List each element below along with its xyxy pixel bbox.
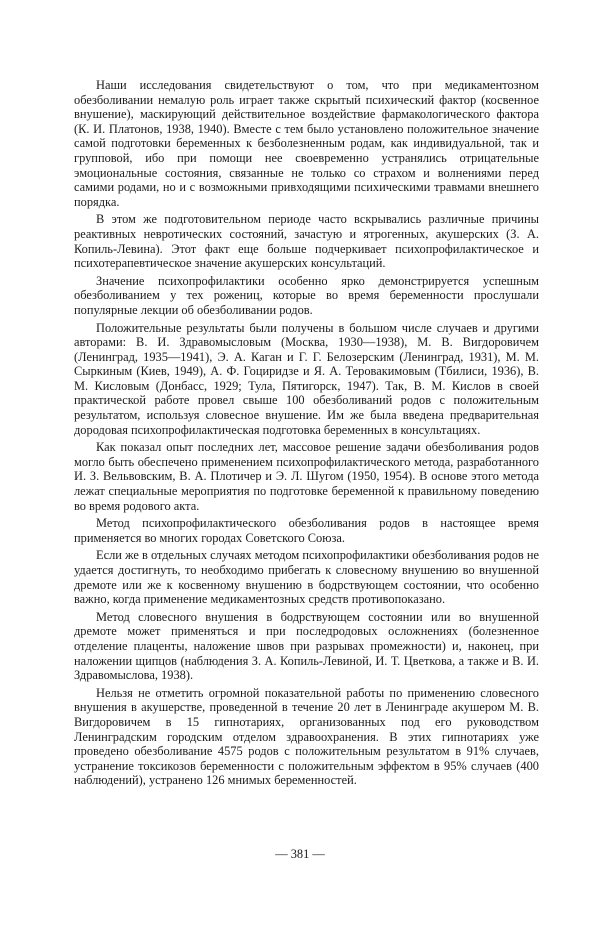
page-body	[74, 78, 539, 791]
paragraph: Как показал опыт последних лет, массовое решение задачи обезболивания родов могло быть обеспечено применением психопрофилактического метода, разработанного И. З. Вельвовским, В. А. Плотичер и Э. Л. Шугом (1950, 1954). В основе этого метода лежат специальные мероприятия по подготовке беременной к правильному поведению во время родового акта.	[74, 440, 539, 513]
paragraph: Нельзя не отметить огромной показательной работы по применению словесного внушения в акушерстве, проведенной в течение 20 лет в Ленинграде акушером М. В. Вигдоровичем в 15 гипнотариях, организованных под его руководством Ленинградским городским отделом здравоохранения. В этих гипнотариях уже проведено обезболивание 4575 родов с положительным результатом в 91% случаев, устранение токсикозов беременности с положительным эффектом в 95% случаев (400 наблюдений), устранено 126 мнимых беременностей.	[74, 685, 539, 788]
paragraph: В этом же подготовительном периоде часто вскрывались различные причины реактивных невротических состояний, зачастую и ятрогенных, акушерских (З. А. Копиль-Левина). Этот факт еще больше подчеркивает психопрофилактическое и психотерапевтическое значение акушерских консультаций.	[74, 212, 539, 271]
paragraph: Метод словесного внушения в бодрствующем состоянии или во внушенной дремоте может применяться и при последродовых осложнениях (болезненное отделение плаценты, наложение швов при разрывах промежности) и, наконец, при наложении щипцов (наблюдения З. А. Копиль-Левиной, И. Т. Цветкова, а также и В. И. Здравомыслова, 1938).	[74, 609, 539, 683]
paragraph: Метод психопрофилактического обезболивания родов в настоящее время применяется во многих городах Советского Союза.	[74, 516, 539, 545]
paragraph: Положительные результаты были получены в большом числе случаев и другими авторами: В. И. Здравомысловым (Москва, 1930—1938), М. В. Вигдоровичем (Ленинград, 1935—1941), Э. А. Каган и Г. Г. Белозерским (Ленинград, 1931), М. М. Сыркиным (Киев, 1949), А. Ф. Гоциридзе и Я. А. Теровакимовым (Тбилиси, 1936), В. М. Кисловым (Донбасс, 1929; Тула, Пятигорск, 1947). Так, В. М. Кислов в своей практической работе провел свыше 100 обезболиваний родов с положительным результатом, используя словесное внушение. Им же была введена предварительная дородовая психопрофилактическая подготовка беременных в консультациях.	[74, 320, 539, 437]
paragraph: Наши исследования свидетельствуют о том, что при медикаментозном обезболивании немалую роль играет также скрытый психический фактор (косвенное внушение), маскирующий действительное воздействие фармакологического фактора (К. И. Платонов, 1938, 1940). Вместе с тем было установлено положительное значение самой подготовки беременных к безболезненным родам, как индивидуальной, так и групповой, ибо при помощи нее своевременно устранялись отрицательные эмоциональные состояния, связанные не только со страхом и волнениями перед самими родами, но и с возможными привходящими психическими травмами внешнего порядка.	[74, 78, 539, 209]
paragraph: Если же в отдельных случаях методом психопрофилактики обезболивания родов не удается достигнуть, то необходимо прибегать к словесному внушению во внушенной дремоте или же к косвенному внушению в бодрствующем состоянии, что особенно важно, когда применение медикаментозных средств противопоказано.	[74, 548, 539, 607]
page-number: — 381 —	[275, 847, 325, 861]
paragraph: Значение психопрофилактики особенно ярко демонстрируется успешным обезболиванием у тех рожениц, которые во время беременности прослушали популярные лекции об обезболивании родов.	[74, 273, 539, 317]
